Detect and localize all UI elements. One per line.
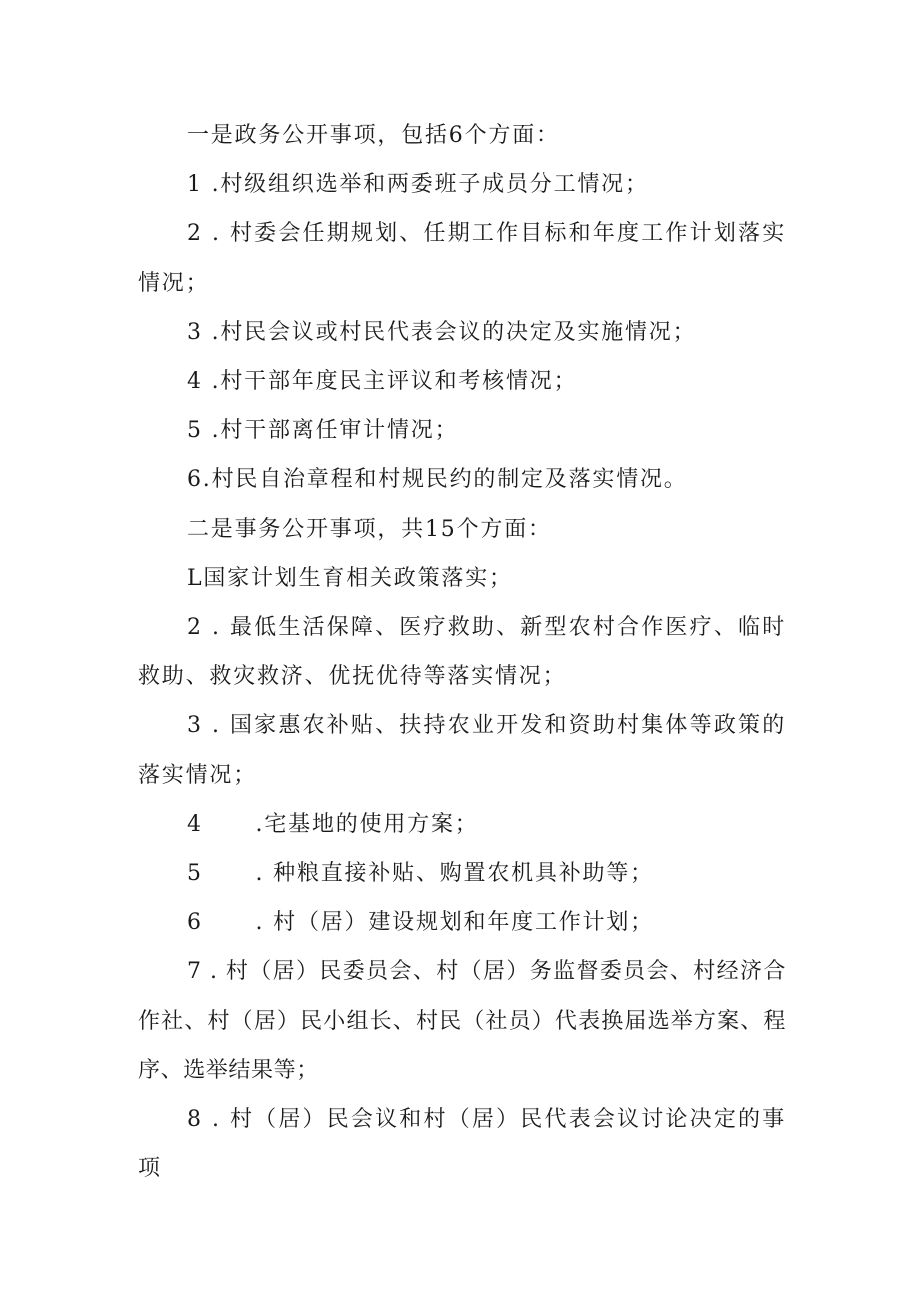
list-item: 2 . 最低生活保障、医疗救助、新型农村合作医疗、临时救助、救灾救济、优抚优待等落实情况； <box>138 615 786 690</box>
list-item: 3 .村民会议或村民代表会议的决定及实施情况； <box>187 319 697 345</box>
section-heading-public-affairs: 二是事务公开事项，共15个方面： <box>187 516 552 542</box>
list-item: 3 . 国家惠农补贴、扶持农业开发和资助村集体等政策的落实情况； <box>138 713 786 788</box>
list-item: 5 .村干部离任审计情况； <box>187 418 459 444</box>
list-item: 5 . 种粮直接补贴、购置农机具补助等； <box>187 861 654 887</box>
list-item: 6.村民自治章程和村规民约的制定及落实情况。 <box>187 467 688 493</box>
list-item: 4 .村干部年度民主评议和考核情况； <box>187 369 578 395</box>
list-item: 8 . 村（居）民会议和村（居）民代表会议讨论决定的事项 <box>138 1107 786 1182</box>
list-item: 4 .宅基地的使用方案； <box>187 811 479 837</box>
list-item: 1 .村级组织选举和两委班子成员分工情况； <box>187 172 649 198</box>
list-item: 7 . 村（居）民委员会、村（居）务监督委员会、村经济合作社、村（居）民小组长、村民（社员）代表换届选举方案、程序、选举结果等； <box>138 959 786 1083</box>
document-body <box>138 111 786 1193</box>
list-item: 2 . 村委会任期规划、任期工作目标和年度工作计划落实情况； <box>138 221 786 296</box>
list-item: 6 . 村（居）建设规划和年度工作计划； <box>187 910 654 936</box>
list-item: L国家计划生育相关政策落实； <box>187 565 513 591</box>
section-heading-government-affairs: 一是政务公开事项，包括6个方面： <box>187 123 560 148</box>
